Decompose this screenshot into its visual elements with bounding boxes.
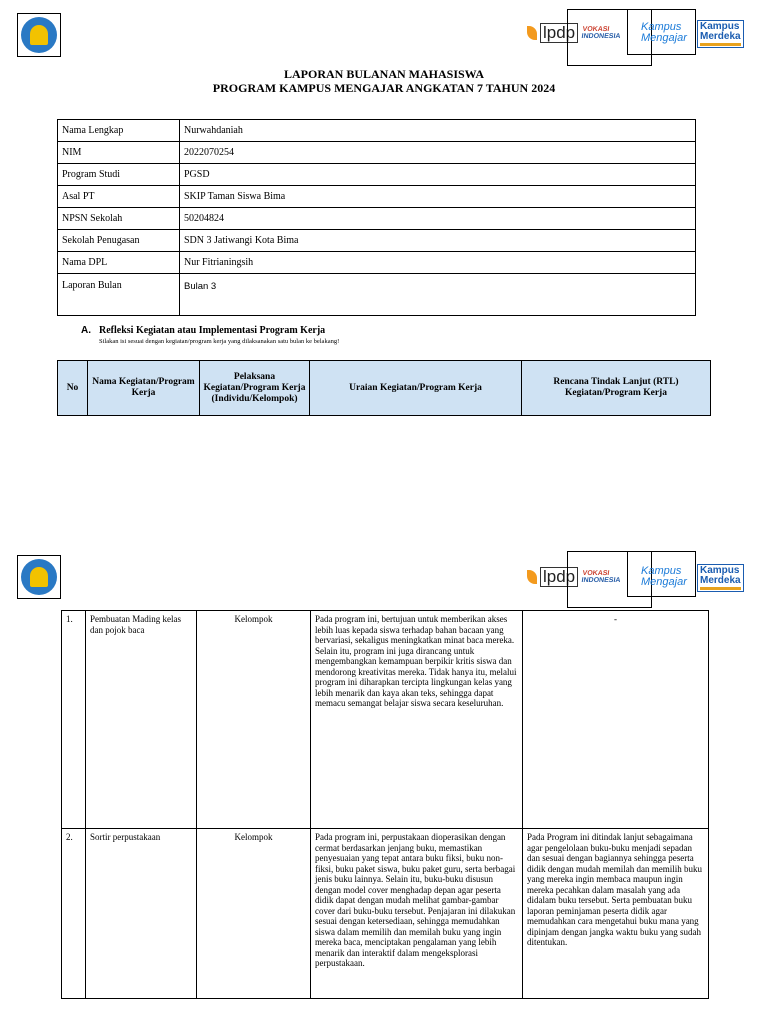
tut-wuri-logo [17, 13, 61, 57]
activity-table [61, 610, 709, 999]
info-row: Nama DPL Nur Fitrianingsih [58, 252, 696, 274]
vokasi-logo: VOKASI INDONESIA [581, 26, 622, 40]
col-pelaksana: Pelaksana Kegiatan/Program Kerja (Individu/Kelompok) [200, 361, 310, 416]
section-a-heading: A. Refleksi Kegiatan atau Implementasi Program Kerja [81, 325, 326, 336]
tut-wuri-logo [17, 555, 61, 599]
info-row: Sekolah Penugasan SDN 3 Jatiwangi Kota Bima [58, 230, 696, 252]
student-info-table [57, 119, 696, 316]
info-row: Asal PT SKIP Taman Siswa Bima [58, 186, 696, 208]
col-uraian: Uraian Kegiatan/Program Kerja [310, 361, 522, 416]
table-row: 2. Sortir perpustakaan Kelompok Pada program ini, perpustakaan dioperasikan dengan cermat berdasarkan jenjang buku, memastikan penyesuaian yang tepat antara buku fiksi, buku non-fiksi, buku paket siswa, buku paket guru, serta berbagai jenis buku lainnya. Selain itu, buku-buku disusun dengan model cover menghadap depan agar peserta didik dapat dengan mudah melihat gambar-gambar cover dari buku-buku tersebut. Penjajaran ini dilakukan sesuai dengan ketersediaan, sehingga memudahkan siswa dalam memilih dan memilah buku yang ingin mereka baca, menciptakan pengalaman yang lebih menarik dan interaktif dalam mengeksplorasi perpustakaan. Pada Program ini ditindak lanjut sebagaimana agar pengelolaan buku-buku menjadi sepadan dan sesuai dengan bagiannya sehingga peserta didik dengan mudah memilah dan memilih buku yang mereka ingin membaca maupun ingin mereka pecahkan dalam masalah yang ada didalam buku tersebut. Serta pembuatan buku laporan peminjaman peserta didik agar memudahkan cara mengetahui buku mana yang dipinjam dengan jangka waktu buku yang sudah ditentukan. [62, 829, 709, 999]
activity-table-header [57, 360, 711, 416]
info-row: Nama Lengkap Nurwahdaniah [58, 120, 696, 142]
section-a-instruction: Silakan isi sesuai dengan kegiatan/program kerja yang dilaksanakan satu bulan ke belakang! [99, 338, 340, 345]
info-row: Program Studi PGSD [58, 164, 696, 186]
page-title: LAPORAN BULANAN MAHASISWA PROGRAM KAMPUS MENGAJAR ANGKATAN 7 TAHUN 2024 [212, 67, 556, 95]
vokasi-logo: VOKASI INDONESIA [581, 570, 622, 584]
kampus-merdeka-logo: Kampus Merdeka [697, 20, 744, 48]
info-row: NPSN Sekolah 50204824 [58, 208, 696, 230]
kampus-merdeka-logo: Kampus Merdeka [697, 564, 744, 592]
table-row: 1. Pembuatan Mading kelas dan pojok baca Kelompok Pada program ini, bertujuan untuk memberikan akses lebih luas kepada siswa terhadap bahan bacaan yang bervariasi, sekaligus meningkatkan minat baca mereka. Selain itu, program ini juga dirancang untuk mengembangkan kemampuan berpikir kritis siswa dan mendorong kreativitas mereka. Tidak hanya itu, melalui program ini diharapkan tercipta lingkungan kelas yang lebih menarik dan kaya akan teks, sehingga dapat memacu semangat belajar siswa secara keseluruhan. - [62, 611, 709, 829]
info-row: NIM 2022070254 [58, 142, 696, 164]
lpdp-logo: lpdp [527, 566, 578, 588]
kampus-mengajar-logo: Kampus Mengajar [641, 565, 687, 588]
lpdp-logo: lpdp [527, 22, 578, 44]
col-rtl: Rencana Tindak Lanjut (RTL) Kegiatan/Program Kerja [522, 361, 711, 416]
col-nama: Nama Kegiatan/Program Kerja [88, 361, 200, 416]
info-row: Laporan Bulan Bulan 3 [58, 274, 696, 316]
col-no: No [58, 361, 88, 416]
kampus-mengajar-logo: Kampus Mengajar [641, 21, 687, 44]
